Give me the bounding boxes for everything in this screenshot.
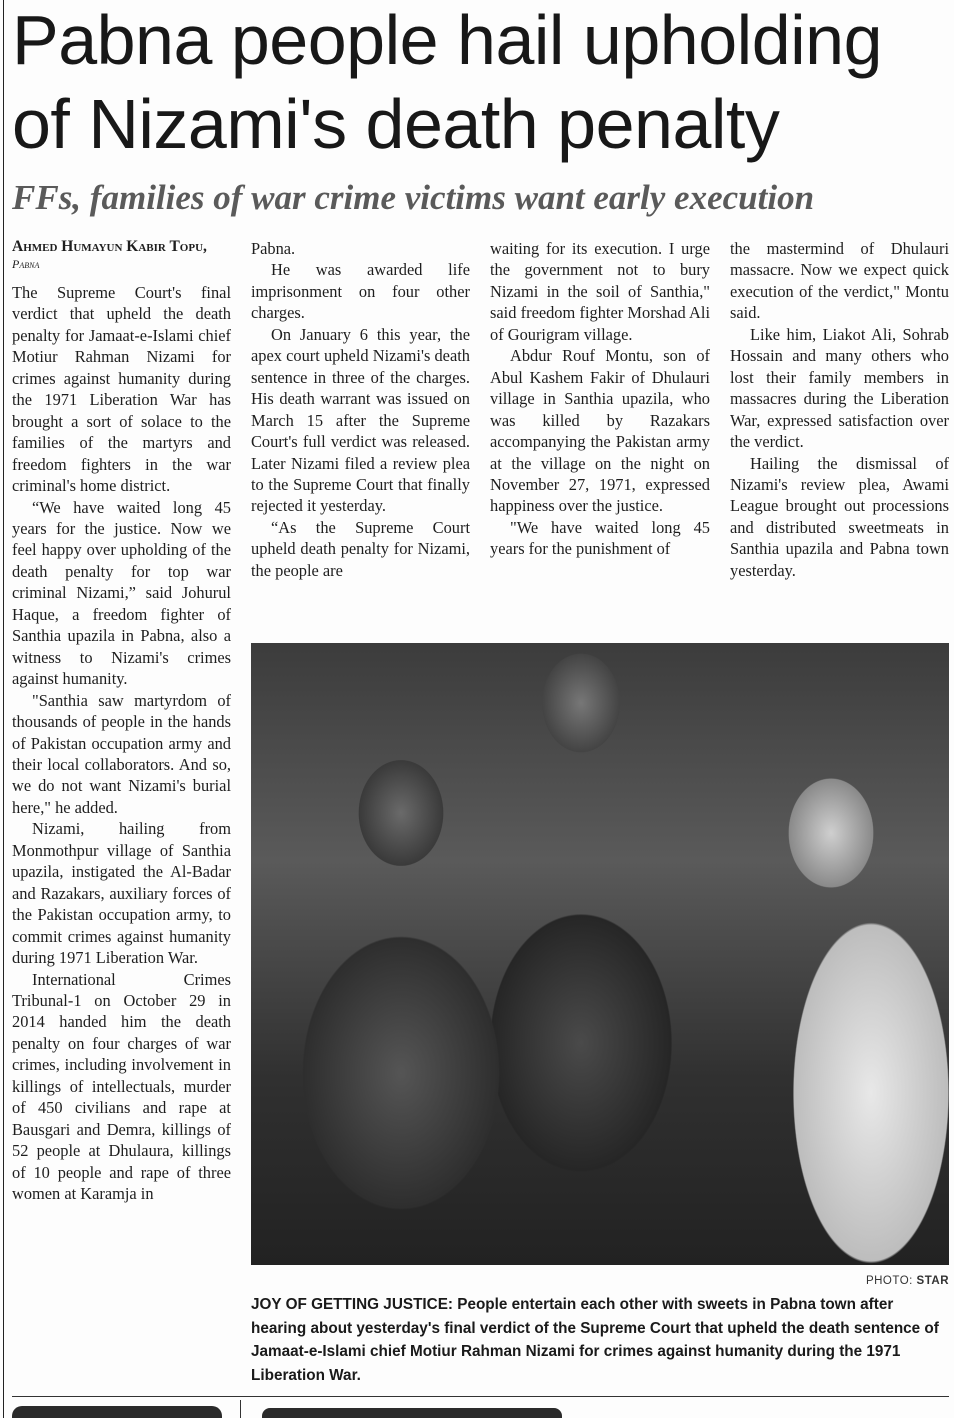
photo-credit-label: PHOTO:	[865, 1275, 913, 1287]
headline: Pabna people hail upholding of Nizami's death penalty	[12, 1, 883, 163]
photo-credit	[251, 1275, 949, 1287]
bottom-rule	[12, 1396, 949, 1397]
paragraph: He was awarded life imprisonment on four other charges.	[251, 260, 470, 323]
paragraph: Like him, Liakot Ali, Sohrab Hossain and many others who lost their family members in massacres during the Liberation War, expressed satisfaction over the verdict.	[730, 324, 949, 452]
paragraph: The Supreme Court's final verdict that upheld the death penalty for Jamaat-e-Islami chief Motiur Rahman Nizami for crimes against humanity during the 1971 Liberation War has brought a sort of solace to the families of the martyrs and freedom fighters in the war criminal's home district.	[12, 283, 231, 496]
paragraph: “As the Supreme Court upheld death penalty for Nizami, the people are	[251, 517, 470, 580]
next-article-headline-fragment	[12, 1400, 952, 1418]
byline-author: Ahmed Humayun Kabir Topu,	[12, 238, 207, 255]
paragraph: the mastermind of Dhulauri massacre. Now we expect quick execution of the verdict," Montu said.	[730, 239, 949, 323]
byline-location: Pabna	[12, 257, 40, 271]
column-divider	[240, 1400, 241, 1418]
byline	[12, 238, 231, 273]
paragraph: Pabna.	[251, 239, 296, 258]
photo-credit-source: STAR	[916, 1275, 949, 1287]
article-column-3	[490, 238, 710, 560]
subheadline: FFs, families of war crime victims want early execution	[12, 178, 815, 217]
article-column-2	[251, 238, 470, 581]
paragraph: “We have waited long 45 years for the justice. Now we feel happy over upholding of the death penalty for top war criminal Nizami,” said Johurul Haque, a freedom fighter of Santhia upazila in Pabna, also a witness to Nizami's crimes against humanity.	[12, 497, 231, 689]
cropped-headline-glyphs	[262, 1408, 562, 1418]
article-column-1	[12, 238, 231, 1204]
paragraph: "Santhia saw martyrdom of thousands of people in the hands of Pakistan occupation army and their local collaborators. And so, we do not want Nizami's burial here," he added.	[12, 690, 231, 817]
paragraph: International Crimes Tribunal-1 on October 29 in 2014 handed him the death penalty on four charges of war crimes, including involvement in killings of intellectuals, murder of 450 civilians and rape at Bausgari and Demra, killings of 52 people at Dhulaura, killings of 10 people and rape of three women at Karamja in	[12, 969, 231, 1204]
article-column-4	[730, 238, 949, 581]
paragraph: Nizami, hailing from Monmothpur village of Santhia upazila, instigated the Al-Badar and Razakars, auxiliary forces of the Pakistan occupation army, to commit crimes against humanity during 1971 Liberation War.	[12, 819, 231, 968]
news-photo	[251, 643, 949, 1265]
paragraph: On January 6 this year, the apex court upheld Nizami's death sentence in three of the charges. His death warrant was issued on March 15 after the Supreme Court's full verdict was released. Later Nizami filed a review plea to the Supreme Court that finally rejected it yesterday.	[251, 324, 470, 516]
cropped-headline-glyphs	[12, 1406, 222, 1418]
paragraph: Abdur Rouf Montu, son of Abul Kashem Fakir of Dhulauri village in Santhia upazila, who was killed by Razakars accompanying the Pakistan army at the village on the night on November 27, 1971, expressed happiness over the justice.	[490, 346, 710, 516]
page-left-rule	[3, 0, 4, 1418]
photo-caption: JOY OF GETTING JUSTICE: People entertain each other with sweets in Pabna town after hearing about yesterday's final verdict of the Supreme Court that upheld the death sentence of Jamaat-e-Islami chief Motiur Rahman Nizami for crimes against humanity during the 1971 Liberation War.	[251, 1296, 939, 1384]
paragraph: waiting for its execution. I urge the government not to bury Nizami in the soil of Santhia," said freedom fighter Morshad Ali of Gourigram village.	[490, 239, 710, 344]
paragraph: "We have waited long 45 years for the punishment of	[490, 517, 710, 559]
paragraph: Hailing the dismissal of Nizami's review plea, Awami League brought out processions and distributed sweetmeats in Santhia upazila and Pabna town yesterday.	[730, 453, 949, 580]
